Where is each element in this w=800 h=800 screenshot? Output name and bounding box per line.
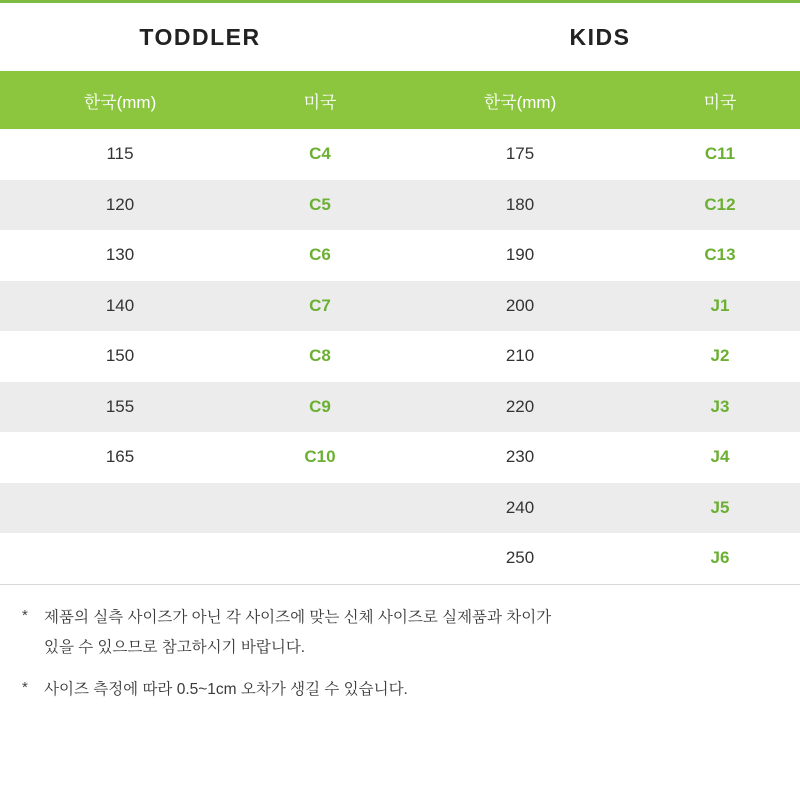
cell-kids-us: C12 — [704, 194, 736, 214]
header-toddler-korea: 한국(mm) — [83, 92, 157, 112]
cell-kids-us: C13 — [704, 245, 736, 265]
cell-toddler-korea: 130 — [105, 245, 135, 265]
table-row — [0, 432, 800, 483]
table-row — [0, 533, 800, 584]
note-body — [44, 603, 551, 663]
cell-kids-korea: 210 — [505, 346, 535, 366]
title-kids: KIDS — [569, 23, 631, 50]
cell-toddler-us: C10 — [304, 447, 336, 467]
header-kids-korea: 한국(mm) — [483, 92, 557, 112]
cell-toddler-us: C9 — [309, 396, 331, 416]
table-row — [0, 281, 800, 332]
header-toddler-us: 미국 — [303, 92, 337, 112]
cell-kids-korea: 250 — [505, 548, 535, 568]
table-row — [0, 382, 800, 433]
header-kids-us: 미국 — [703, 92, 737, 112]
note-line: 제품의 실측 사이즈가 아닌 각 사이즈에 맞는 신체 사이즈로 실제품과 차이가 — [44, 608, 552, 626]
cell-kids-korea: 240 — [505, 497, 535, 517]
table-row — [0, 331, 800, 382]
cell-kids-korea: 220 — [505, 396, 535, 416]
note-line: 사이즈 측정에 따라 0.5~1cm 오차가 생길 수 있습니다. — [44, 680, 408, 698]
cell-toddler-korea: 140 — [105, 295, 135, 315]
cell-toddler-korea: 165 — [105, 447, 135, 467]
title-toddler: TODDLER — [139, 23, 261, 50]
cell-kids-korea: 230 — [505, 447, 535, 467]
note-line: 있을 수 있으므로 참고하시기 바랍니다. — [44, 638, 306, 656]
note-item — [22, 675, 778, 705]
cell-kids-us: J1 — [710, 295, 730, 315]
cell-toddler-us: C7 — [309, 295, 331, 315]
cell-toddler-korea: 155 — [105, 396, 135, 416]
cell-kids-us: J4 — [710, 447, 730, 467]
note-body — [44, 675, 408, 705]
cell-kids-korea: 175 — [505, 144, 535, 164]
table-row — [0, 129, 800, 180]
table-header-row — [0, 71, 800, 129]
cell-kids-korea: 190 — [505, 245, 535, 265]
cell-toddler-us: C4 — [309, 144, 331, 164]
notes-section — [0, 585, 800, 705]
table-row — [0, 230, 800, 281]
cell-toddler-korea: 150 — [105, 346, 135, 366]
table-row — [0, 180, 800, 231]
category-title-row — [0, 3, 800, 71]
cell-kids-us: J3 — [710, 396, 730, 416]
cell-toddler-korea: 120 — [105, 194, 135, 214]
cell-kids-korea: 180 — [505, 194, 535, 214]
cell-toddler-us: C5 — [309, 194, 331, 214]
cell-kids-us: J2 — [710, 346, 730, 366]
note-bullet: * — [22, 678, 28, 696]
cell-kids-us: J6 — [710, 548, 730, 568]
note-bullet: * — [22, 606, 28, 624]
table-row — [0, 483, 800, 534]
cell-kids-korea: 200 — [505, 295, 535, 315]
cell-toddler-us: C6 — [309, 245, 331, 265]
cell-toddler-us: C8 — [309, 346, 331, 366]
note-item — [22, 603, 778, 663]
cell-kids-us: J5 — [710, 497, 730, 517]
cell-kids-us: C11 — [704, 144, 736, 164]
cell-toddler-korea: 115 — [106, 144, 134, 164]
